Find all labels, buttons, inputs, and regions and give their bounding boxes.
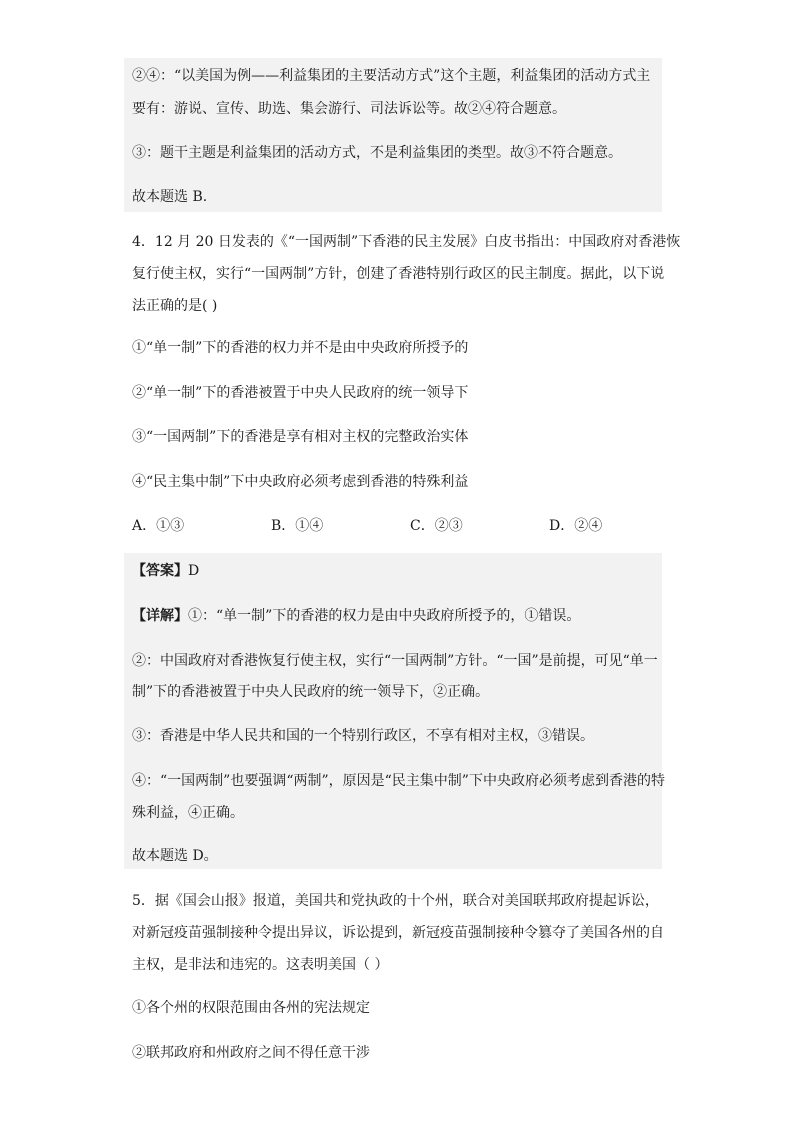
detail-line: 殊利益，④正确。 bbox=[132, 805, 244, 821]
question-5-stem: 主权，是非法和违宪的。这表明美国（ ） bbox=[132, 957, 389, 973]
explanation-line: 要有：游说、宣传、助选、集会游行、司法诉讼等。故②④符合题意。 bbox=[132, 101, 566, 117]
question-4-stem: 复行使主权，实行“一国两制”方针，创建了香港特别行政区的民主制度。据此，以下说 bbox=[132, 266, 665, 282]
question-4-stem: 4．12 月 20 日发表的《“一国两制”下香港的民主发展》白皮书指出：中国政府对香港恢 bbox=[132, 234, 681, 250]
detail-text: ①：“单一制”下的香港的权力是由中央政府所授予的，①错误。 bbox=[188, 608, 581, 624]
question-4-stem: 法正确的是( ) bbox=[132, 298, 218, 314]
answer-value: D bbox=[188, 563, 200, 579]
detail-line: ④：“一国两制”也要强调“两制”，原因是“民主集中制”下中央政府必须考虑到香港的特 bbox=[132, 773, 665, 789]
question-4-item: ②“单一制”下的香港被置于中央人民政府的统一领导下 bbox=[132, 385, 469, 401]
option-b: B．①④ bbox=[271, 518, 324, 534]
explanation-line: ②④：“以美国为例——利益集团的主要活动方式”这个主题，利益集团的活动方式主 bbox=[132, 68, 651, 84]
question-4-item: ①“单一制”下的香港的权力并不是由中央政府所授予的 bbox=[132, 340, 469, 356]
conclusion-line: 故本题选 B. bbox=[132, 189, 208, 205]
explanation-line: ③：题干主题是利益集团的活动方式，不是利益集团的类型。故③不符合题意。 bbox=[132, 145, 622, 161]
question-4-item: ③“一国两制”下的香港是享有相对主权的完整政治实体 bbox=[132, 429, 469, 445]
detail-line: ③：香港是中华人民共和国的一个特别行政区，不享有相对主权，③错误。 bbox=[132, 728, 594, 744]
question-5-item: ②联邦政府和州政府之间不得任意干涉 bbox=[132, 1045, 370, 1061]
conclusion-line: 故本题选 D。 bbox=[132, 848, 218, 864]
option-a: A．①③ bbox=[132, 518, 185, 534]
detail-line: ②：中国政府对香港恢复行使主权，实行“一国两制”方针。“一国”是前提，可见“单一 bbox=[132, 653, 658, 669]
answer-tag: 【答案】 bbox=[132, 563, 188, 579]
option-d: D．②④ bbox=[549, 518, 603, 534]
detail-line: 制”下的香港被置于中央人民政府的统一领导下，②正确。 bbox=[132, 684, 490, 700]
detail-line bbox=[132, 606, 580, 626]
detail-tag: 【详解】 bbox=[132, 608, 188, 624]
option-c: C．②③ bbox=[410, 518, 463, 534]
question-4-item: ④“民主集中制”下中央政府必须考虑到香港的特殊利益 bbox=[132, 474, 469, 490]
answer-line bbox=[132, 561, 199, 581]
question-5-stem: 对新冠疫苗强制接种令提出异议，诉讼提到，新冠疫苗强制接种令篡夺了美国各州的自 bbox=[132, 925, 664, 941]
question-5-item: ①各个州的权限范围由各州的宪法规定 bbox=[132, 1000, 370, 1016]
question-5-stem: 5．据《国会山报》报道，美国共和党执政的十个州，联合对美国联邦政府提起诉讼， bbox=[132, 893, 659, 909]
